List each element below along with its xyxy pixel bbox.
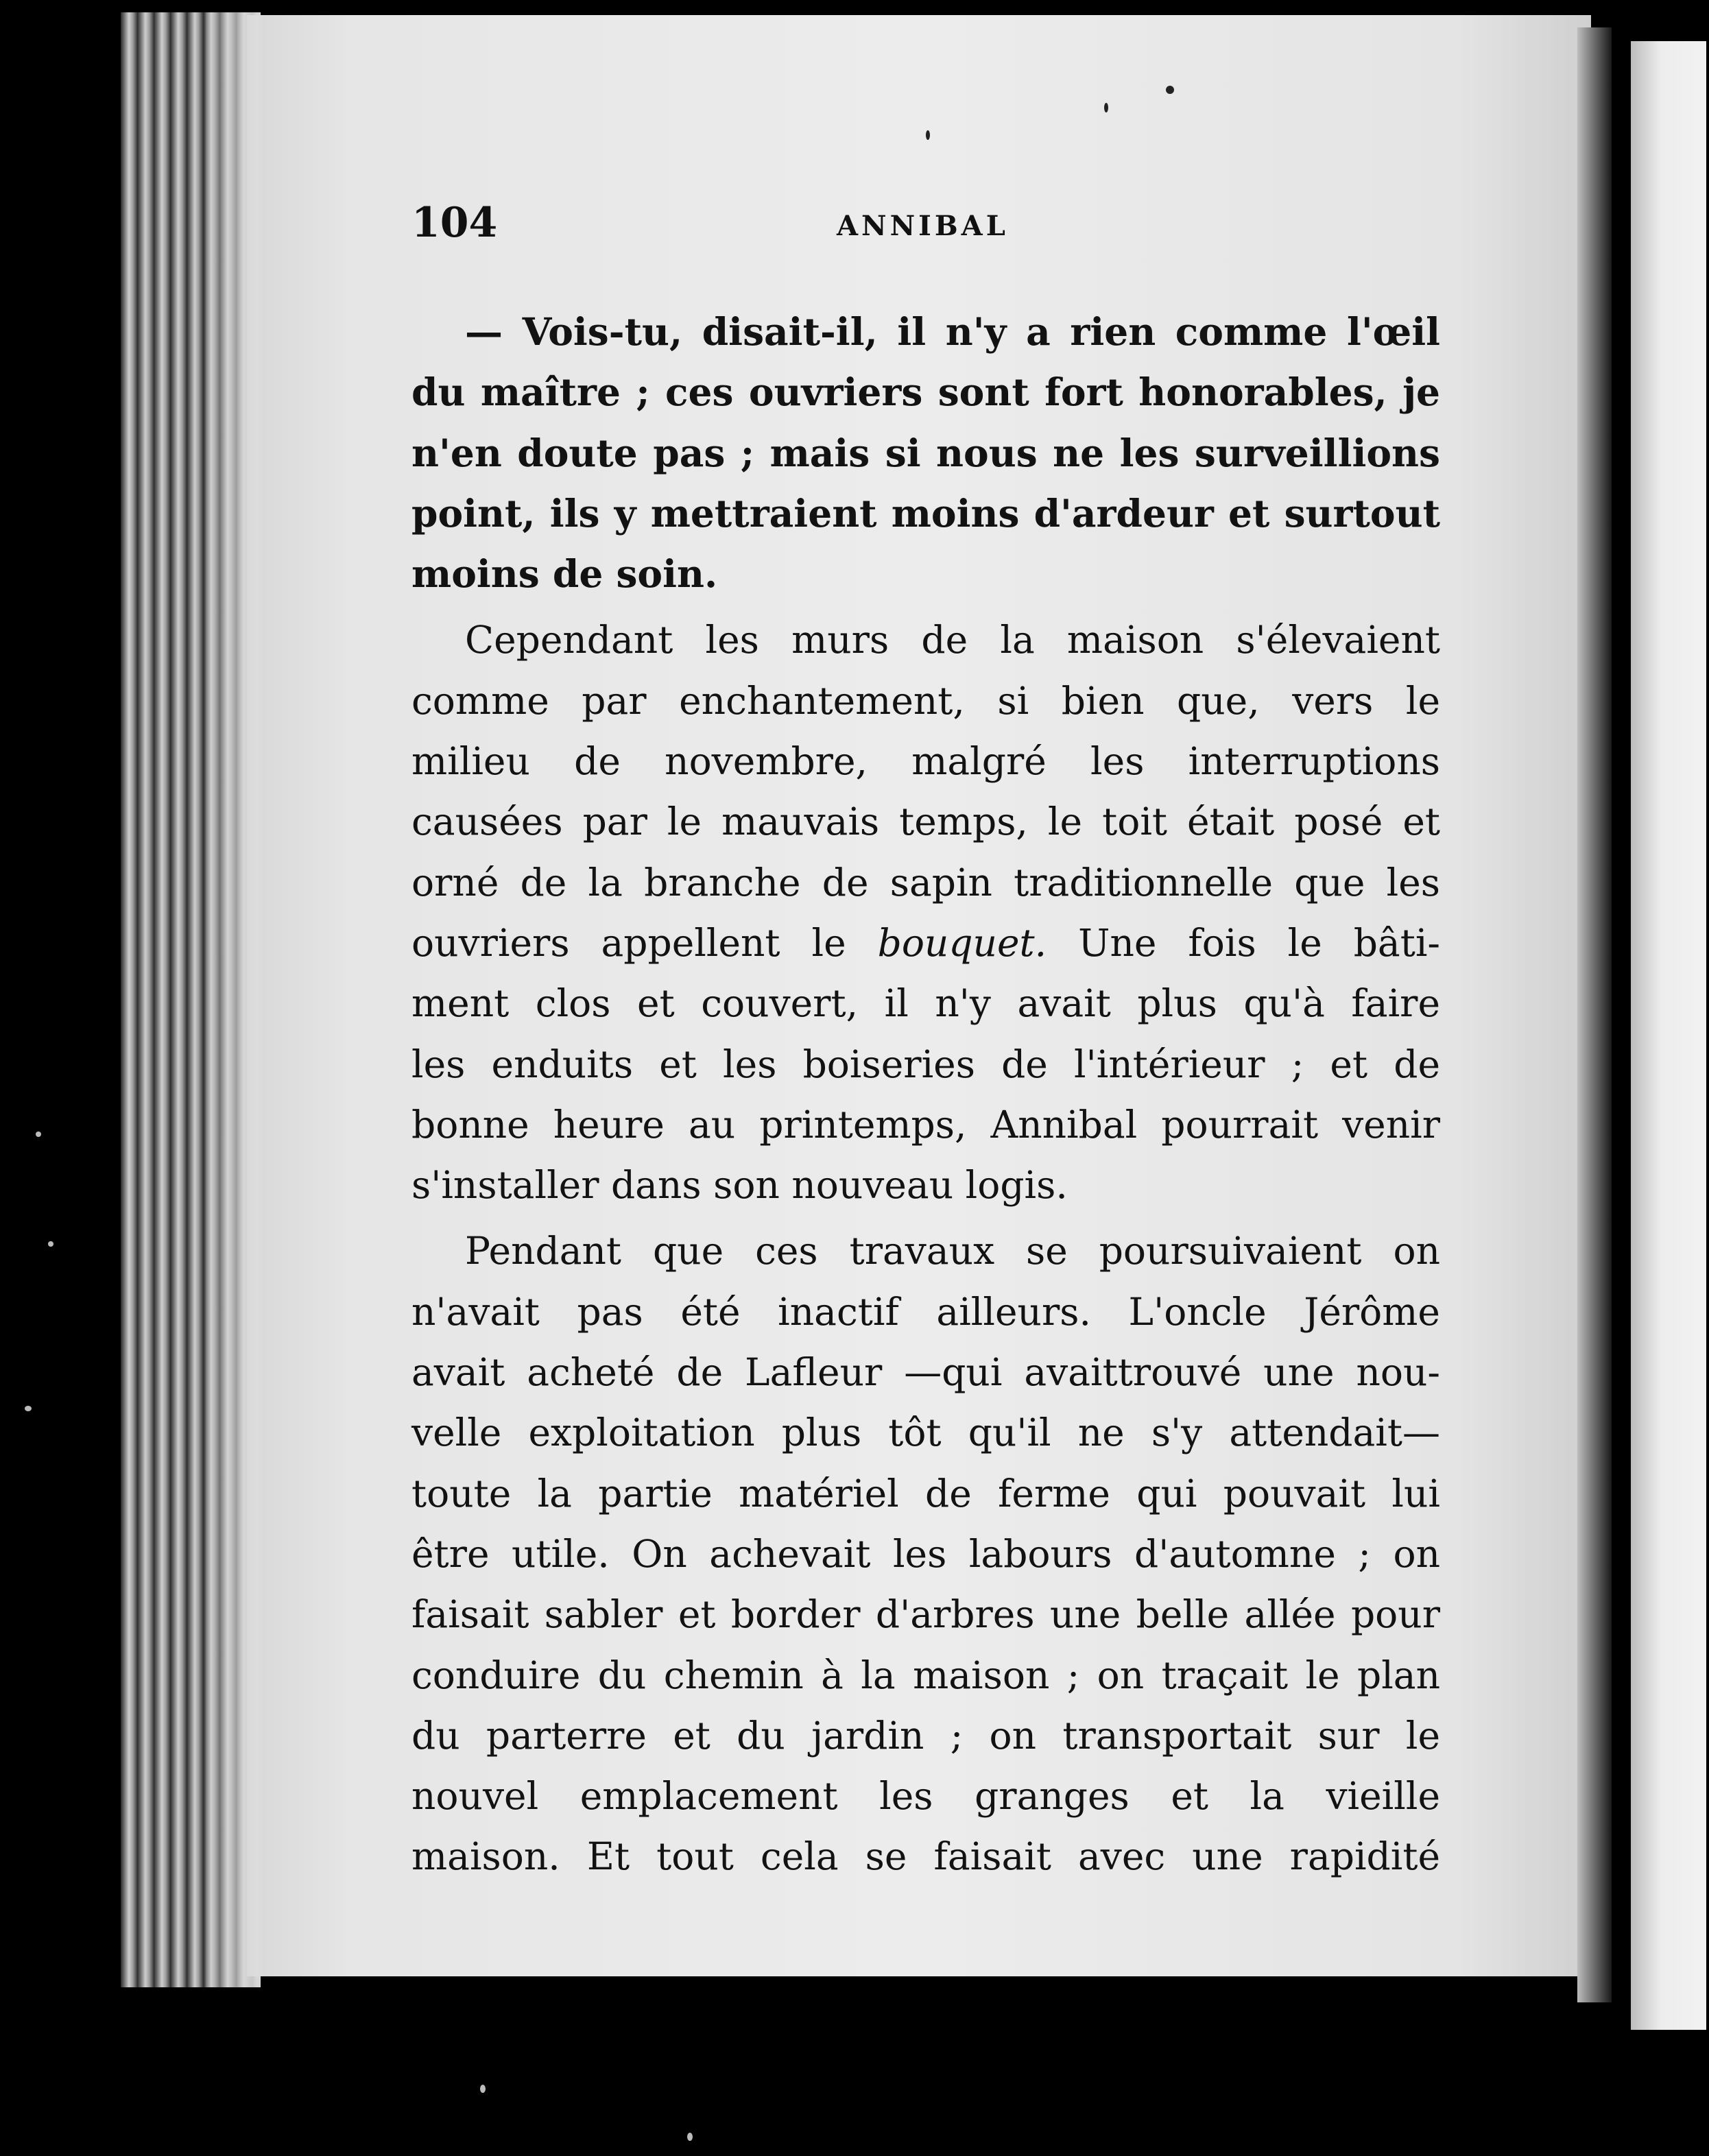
text-line: n'avait pas été inactif ailleurs. L'oncle Jérôme [411,1289,1440,1334]
text-line: comme par enchantement, si bien que, vers le [411,678,1440,723]
scan-speck [480,2085,486,2093]
scan-speck [48,1241,53,1247]
text-line: n'en doute pas ; mais si nous ne les surveillions [411,430,1440,475]
page-number: 104 [411,199,498,247]
running-head [411,199,1440,261]
gutter-shadow [1577,27,1612,2002]
text-line: faisait sabler et border d'arbres une belle allée pour [411,1592,1440,1637]
paragraph-2 [411,610,1440,1215]
running-title: ANNIBAL [837,210,1009,242]
scan-speck [926,130,930,140]
text-line: être utile. On achevait les labours d'automne ; on [411,1531,1440,1576]
text-line: moins de soin. [411,551,718,597]
facing-page-edge [1631,41,1706,2030]
text-line: maison. Et tout cela se faisait avec une rapidité [411,1834,1440,1879]
text-line: conduire du chemin à la maison ; on traçait le plan [411,1653,1440,1697]
text-line: — Vois-tu, disait-il, il n'y a rien comme l'œil [465,309,1440,354]
text-line: Cependant les murs de la maison s'élevaient [465,618,1440,662]
paragraph-1 [411,302,1440,604]
paragraph-3 [411,1221,1440,1887]
text-segment: Une fois le bâti- [1078,920,1441,965]
text-line: nouvel emplacement les granges et la vieille [411,1774,1440,1819]
text-line: du parterre et du jardin ; on transportait sur le [411,1713,1440,1758]
text-line: causées par le mauvais temps, le toit était posé et [411,800,1440,844]
italic-term: bouquet. [877,920,1047,965]
scan-speck [1166,86,1174,94]
text-line: velle exploitation plus tôt qu'il ne s'y attendait— [411,1411,1440,1455]
scan-speck [1104,103,1108,112]
text-line: les enduits et les boiseries de l'intérieur ; et de [411,1042,1440,1086]
page-edge-shading [206,12,261,1987]
text-segment: ouvriers appellent le [411,920,846,965]
text-line: orné de la branche de sapin traditionnelle que les [411,860,1440,905]
text-line: point, ils y mettraient moins d'ardeur et surtout [411,490,1440,536]
text-line-with-italic [411,913,1440,973]
text-line: Pendant que ces travaux se poursuivaient on [465,1229,1440,1273]
text-line: toute la partie matériel de ferme qui pouvait lui [411,1471,1440,1516]
scan-speck [36,1131,41,1137]
text-line: ment clos et couvert, il n'y avait plus qu'à faire [411,981,1440,1026]
text-line: milieu de novembre, malgré les interruptions [411,739,1440,784]
body-text [411,302,1440,1887]
text-line: bonne heure au printemps, Annibal pourrait venir [411,1102,1440,1147]
text-line: du maître ; ces ouvriers sont fort honorables, je [411,370,1440,415]
scan-speck [687,2133,693,2141]
scan-speck [25,1406,32,1411]
text-line: avait acheté de Lafleur —qui avaittrouvé une nou- [411,1350,1440,1395]
text-line: s'installer dans son nouveau logis. [411,1163,1068,1208]
